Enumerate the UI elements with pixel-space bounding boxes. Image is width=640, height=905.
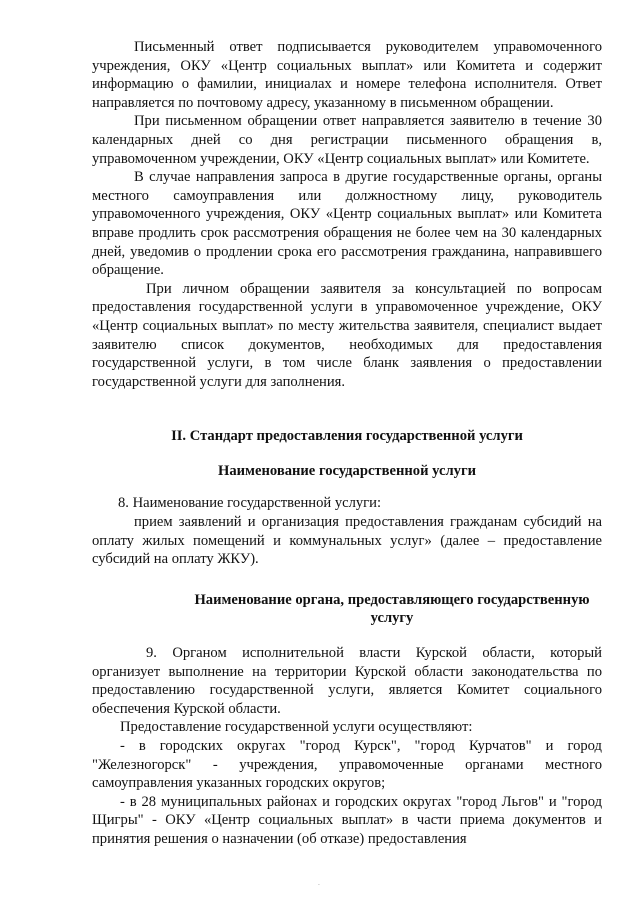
provision-intro: Предоставление государственной услуги осуществляют: xyxy=(120,719,473,736)
item-8-text: прием заявлений и организация предоставления гражданам субсидий на оплату жилых помещений и коммунальных услуг» (далее – предоставление субсидий на оплату ЖКУ). xyxy=(92,514,602,568)
subheading-provider-organ: Наименование органа, предоставляющего государственную услугу xyxy=(194,591,590,627)
item-8-label: 8. Наименование государственной услуги: xyxy=(118,495,382,512)
provision-list-item: - в городских округах "город Курск", "город Курчатов" и город "Железногорск" - учреждения, управомоченные органами местного самоуправления указанных городских округов; xyxy=(92,738,602,792)
provision-list-item: - в 28 муниципальных районах и городских округах "город Льгов" и "город Щигры" - ОКУ «Центр социальных выплат» в части приема документов и принятия решения о назначении (об отказе) предоставления xyxy=(92,793,602,847)
section-title: II. Стандарт предоставления государственной услуги xyxy=(171,428,523,445)
scan-mark: · xyxy=(318,882,320,889)
document-page xyxy=(92,38,602,849)
paragraph-personal-visit: При личном обращении заявителя за консультацией по вопросам предоставления государственной услуги в управомоченное учреждение, ОКУ «Центр социальных выплат» по месту жительства заявителя, специалист выдает заявителю список документов, необходимых для предоставления государственной услуги, в том числе бланк заявления о предоставлении государственной услуги для заполнения. xyxy=(92,280,602,390)
paragraph-written-response: Письменный ответ подписывается руководителем управомоченного учреждения, ОКУ «Центр социальных выплат» или Комитета и содержит информацию о фамилии, инициалах и номере телефона исполнителя. Ответ направляется по почтовому адресу, указанному в письменном обращении. xyxy=(92,39,602,111)
paragraph-response-term: При письменном обращении ответ направляется заявителю в течение 30 календарных дней со дня регистрации письменного обращения в, управомоченном учреждении, ОКУ «Центр социальных выплат» или Комитете. xyxy=(92,113,602,167)
item-9-text: 9. Органом исполнительной власти Курской области, который организует выполнение на территории Курской области законодательства по предоставлению государственной услуги, является Комитет социального обеспечения Курской области. xyxy=(92,645,602,717)
paragraph-extension: В случае направления запроса в другие государственные органы, органы местного самоуправления или должностному лицу, руководитель управомоченного учреждения, ОКУ «Центр социальных выплат» или Комитета вправе продлить срок рассмотрения обращения не более чем на 30 календарных дней, уведомив о продлении срока его рассмотрения гражданина, направившего обращение. xyxy=(92,169,602,279)
subheading-service-name: Наименование государственной услуги xyxy=(218,462,476,479)
